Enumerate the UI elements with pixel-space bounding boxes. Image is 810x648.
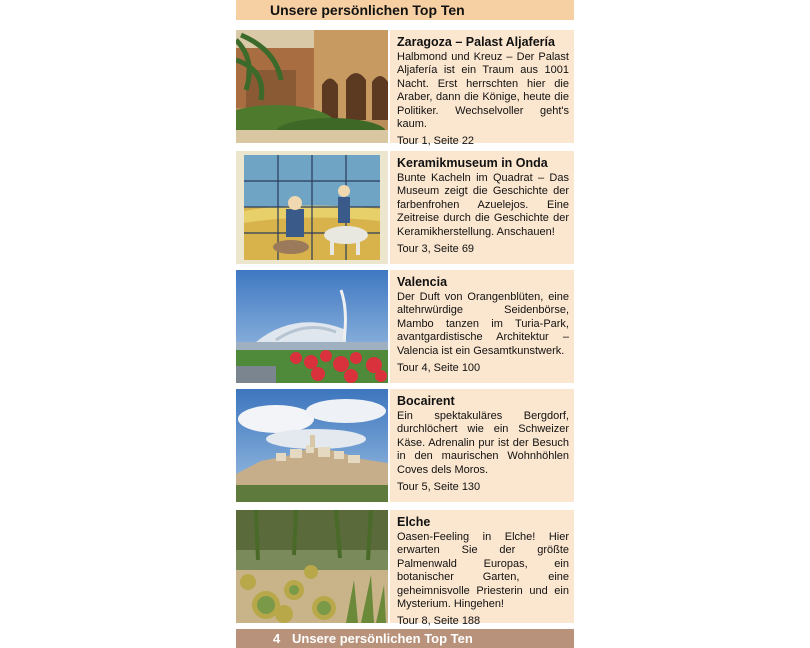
top-ten-entry-bocairent <box>236 389 574 502</box>
entry-description: Ein spektakuläres Bergdorf, durchlöchert wie ein Schweizer Käse. Adrenalin pur ist der Besuch in den maurischen Wohnhöhlen Coves dels Moros. <box>397 410 569 476</box>
entry-tour-reference: Tour 3, Seite 69 <box>397 243 475 256</box>
footer-title: Unsere persönlichen Top Ten <box>292 631 473 646</box>
top-ten-entry-onda <box>236 151 574 264</box>
entry-title: Keramikmuseum in Onda <box>397 156 548 170</box>
page-number: 4 <box>273 631 281 646</box>
entry-text-box <box>390 30 574 148</box>
page-footer <box>236 629 574 648</box>
entry-text-box <box>390 151 574 264</box>
entry-description: Der Duft von Orangenblüten, eine altehrwürdige Seidenbörse, Mambo tanzen im Turia-Park, avantgardistische Architektur – Valencia ist ein Gesamtkunstwerk. <box>397 291 569 357</box>
entry-tour-reference: Tour 5, Seite 130 <box>397 481 481 494</box>
entry-title: Elche <box>397 515 431 529</box>
entry-tour-reference: Tour 4, Seite 100 <box>397 362 481 375</box>
top-ten-entry-valencia <box>236 270 574 383</box>
entry-description: Halbmond und Kreuz – Der Palast Aljafería ist ein Traum aus 1001 Nacht. Erst herrschten hier die Araber, dann die Könige, heute die Politiker. Wechselvoller geht's kaum. <box>397 51 569 131</box>
photo-zaragoza-palace <box>236 30 388 143</box>
guidebook-page <box>236 0 574 648</box>
entry-description: Oasen-Feeling in Elche! Hier erwarten Sie der größte Palmenwald Europas, ein botanischer Garten, eine geheimnisvolle Priesterin und ein Mysterium. Hingehen! <box>397 531 569 611</box>
entry-text-box <box>390 510 574 628</box>
entry-title: Zaragoza – Palast Aljafería <box>397 35 555 49</box>
header-title: Unsere persönlichen Top Ten <box>270 2 465 18</box>
entry-tour-reference: Tour 1, Seite 22 <box>397 135 475 148</box>
photo-elche-cactus-garden <box>236 510 388 623</box>
entry-title: Bocairent <box>397 394 455 408</box>
entry-tour-reference: Tour 8, Seite 188 <box>397 615 481 628</box>
entry-description: Bunte Kacheln im Quadrat – Das Museum zeigt die Geschichte der farbenfrohen Azuelejos. Eine Zeitreise durch die Geschichte der Keramikherstellung. Anschauen! <box>397 172 569 238</box>
photo-ceramic-tiles <box>236 151 388 264</box>
top-ten-entry-elche <box>236 510 574 628</box>
entry-text-box <box>390 389 574 502</box>
photo-valencia-architecture <box>236 270 388 383</box>
entry-title: Valencia <box>397 275 448 289</box>
entry-text-box <box>390 270 574 383</box>
top-ten-entry-zaragoza <box>236 30 574 148</box>
page-header <box>236 0 574 20</box>
photo-bocairent-village <box>236 389 388 502</box>
